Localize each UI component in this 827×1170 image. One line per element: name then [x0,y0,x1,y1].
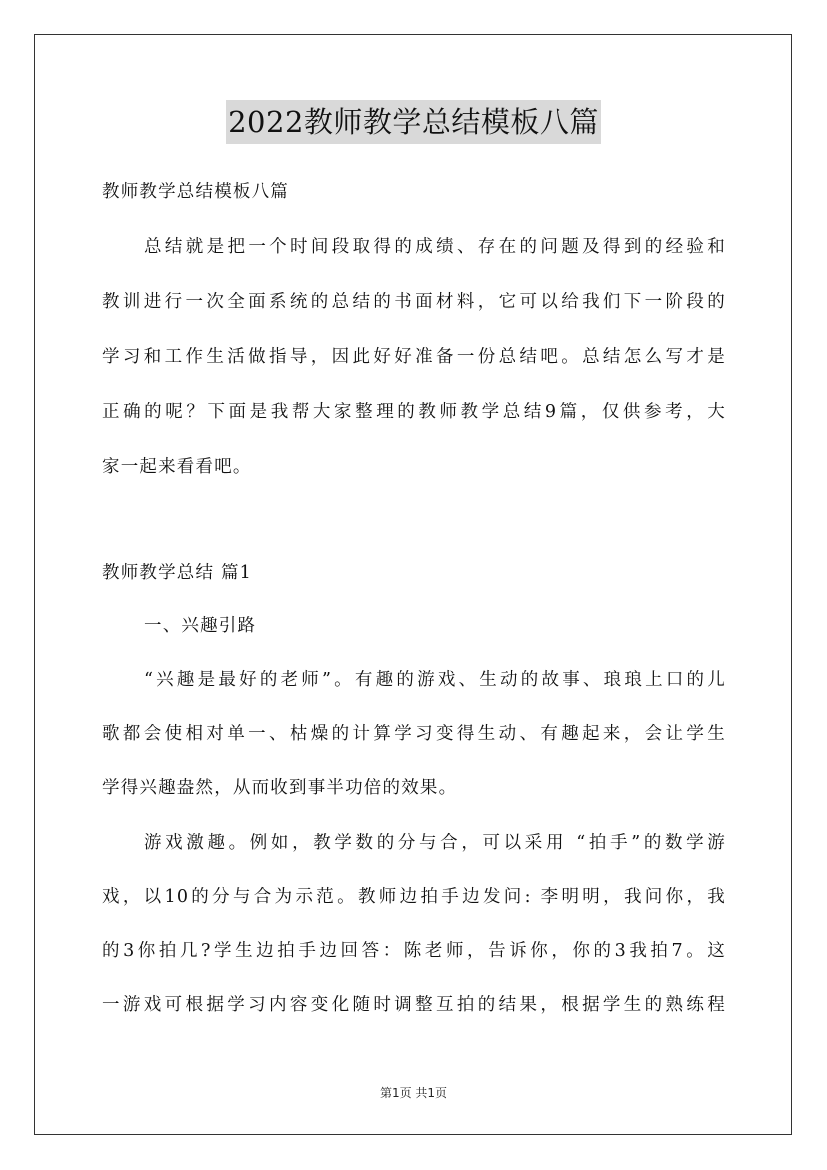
title-container [0,100,827,144]
para2-line-3: 的3你拍几?学生边拍手边回答：陈老师，告诉你，你的3我拍7。这 [102,941,726,961]
intro-line-4: 正确的呢？下面是我帮大家整理的教师教学总结9篇，仅供参考，大 [102,402,726,422]
para1-line-1: “兴趣是最好的老师”。有趣的游戏、生动的故事、琅琅上口的儿 [144,670,726,690]
para2-line-4: 一游戏可根据学习内容变化随时调整互拍的结果，根据学生的熟练程 [102,995,726,1015]
para1-line-2: 歌都会使相对单一、枯燥的计算学习变得生动、有趣起来，会让学生 [102,724,726,744]
sub-heading: 一、兴趣引路 [144,616,257,636]
para2-line-2: 戏，以10的分与合为示范。教师边拍手边发问: 李明明，我问你，我 [102,887,726,907]
document-title: 2022教师教学总结模板八篇 [226,100,601,144]
intro-line-2: 教训进行一次全面系统的总结的书面材料，它可以给我们下一阶段的 [102,292,726,312]
section-heading: 教师教学总结 篇1 [102,563,252,583]
para2-line-1: 游戏激趣。例如，教学数的分与合，可以采用 “拍手”的数学游 [144,833,726,853]
intro-line-5: 家一起来看看吧。 [102,457,252,477]
document-subtitle: 教师教学总结模板八篇 [102,182,289,202]
intro-line-1: 总结就是把一个时间段取得的成绩、存在的问题及得到的经验和 [144,237,726,257]
page-number-label: 第1页 共1页 [379,1086,448,1100]
para1-line-3: 学得兴趣盎然，从而收到事半功倍的效果。 [102,778,458,798]
intro-line-3: 学习和工作生活做指导，因此好好准备一份总结吧。总结怎么写才是 [102,347,726,367]
page-footer [0,1084,827,1101]
